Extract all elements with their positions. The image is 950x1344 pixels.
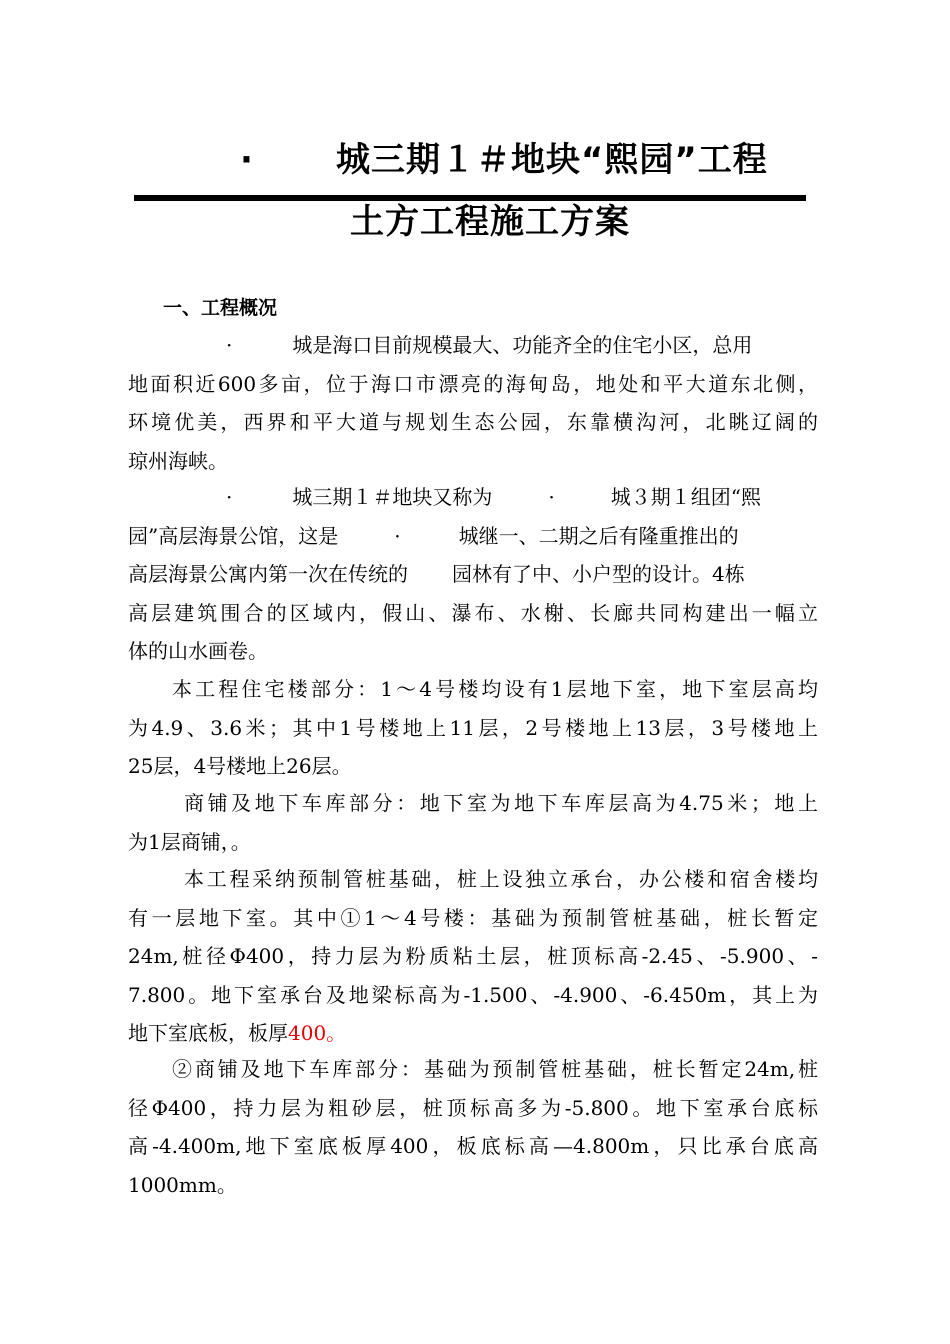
line-text: 园”高层海景公馆，这是 — [128, 523, 339, 548]
paragraph-line: 体的山水画卷。 — [128, 639, 268, 663]
paragraph-line: 25层，4号楼地上26层。 — [128, 754, 352, 778]
document-title-line2: 土方工程施工方案 — [350, 202, 630, 242]
paragraph-line: 7.800。地下室承台及地梁标高为-1.500、-4.900、-6.450m，其上为 — [128, 982, 818, 1007]
line-text: 商铺及地下车库部分：地下室为地下车库层高为4.75米；地上 — [184, 791, 818, 815]
line-text: 城是海口目前规模最大、功能齐全的住宅小区，总用 — [292, 333, 753, 357]
paragraph-line — [128, 860, 818, 899]
paragraph-line — [128, 670, 818, 709]
title-bullet: · — [240, 140, 254, 180]
line-text: 园林有了中、小户型的设计。4栋 — [452, 562, 745, 586]
line-text: 城继一、二期之后有隆重推出的 — [458, 523, 739, 548]
paragraph-line — [128, 326, 818, 365]
paragraph-line: 高-4.400m,地下室底板厚400，板底标高—4.800m，只比承台底高 — [128, 1134, 818, 1158]
paragraph-1 — [128, 326, 818, 480]
paragraph-line: 为1层商铺，。 — [128, 829, 251, 854]
paragraph-line: 为4.9、3.6米；其中1号楼地上11层，2号楼地上13层，3号楼地上 — [128, 715, 818, 740]
paragraph-line — [128, 555, 818, 594]
inline-bullet: · — [394, 523, 401, 548]
line-text: 城三期１＃地块又称为 — [292, 485, 493, 509]
section-heading: 一、工程概况 — [163, 297, 278, 319]
paragraph-line: 24m,桩径Φ400，持力层为粉质粘土层，桩顶标高-2.45、-5.900、- — [128, 944, 818, 968]
paragraph-line: 环境优美，西界和平大道与规划生态公园，东靠横沟河，北眺辽阔的 — [128, 410, 818, 434]
paragraph-line — [128, 1050, 818, 1089]
line-text: 地下室底板，板厚 — [128, 1021, 288, 1045]
line-text: 城３期１组团“熙 — [610, 485, 761, 509]
paragraph-line: 高层建筑围合的区域内，假山、瀑布、水榭、长廊共同构建出一幅立 — [128, 600, 818, 625]
highlighted-value: 400。 — [288, 1021, 347, 1045]
inline-bullet: · — [226, 333, 233, 357]
paragraph-line: 径Φ400，持力层为粗砂层，桩顶标高多为-5.800。地下室承台底标 — [128, 1095, 818, 1120]
inline-bullet: · — [548, 485, 555, 509]
paragraph-line — [128, 784, 818, 823]
line-text: 高层海景公寓内第一次在传统的 — [128, 562, 408, 586]
paragraph-line — [128, 517, 818, 556]
paragraph-line: 有一层地下室。其中①1～4号楼：基础为预制管桩基础，桩长暂定 — [128, 905, 818, 930]
paragraph-4 — [128, 784, 818, 861]
document-title-line1 — [240, 138, 768, 182]
paragraph-line: 1000mm。 — [128, 1172, 237, 1197]
title-text-line1: 城三期１＃地块“熙园”工程 — [336, 140, 768, 180]
paragraph-3 — [128, 670, 818, 786]
line-text: 本工程住宅楼部分：1～4号楼均设有1层地下室，地下室层高均 — [172, 677, 818, 701]
paragraph-line: 地面积近600多亩，位于海口市漂亮的海甸岛，地处和平大道东北侧， — [128, 371, 818, 396]
paragraph-line — [128, 478, 818, 517]
line-text: 本工程采纳预制管桩基础，桩上设独立承台，办公楼和宿舍楼均 — [184, 867, 818, 891]
paragraph-2 — [128, 478, 818, 671]
paragraph-line: 琼州海峡。 — [128, 448, 228, 473]
paragraph-line — [128, 1014, 818, 1053]
paragraph-6 — [128, 1050, 818, 1204]
paragraph-5 — [128, 860, 818, 1053]
inline-bullet: · — [226, 485, 233, 509]
line-text: ②商铺及地下车库部分：基础为预制管桩基础，桩长暂定24m,桩 — [172, 1057, 818, 1081]
